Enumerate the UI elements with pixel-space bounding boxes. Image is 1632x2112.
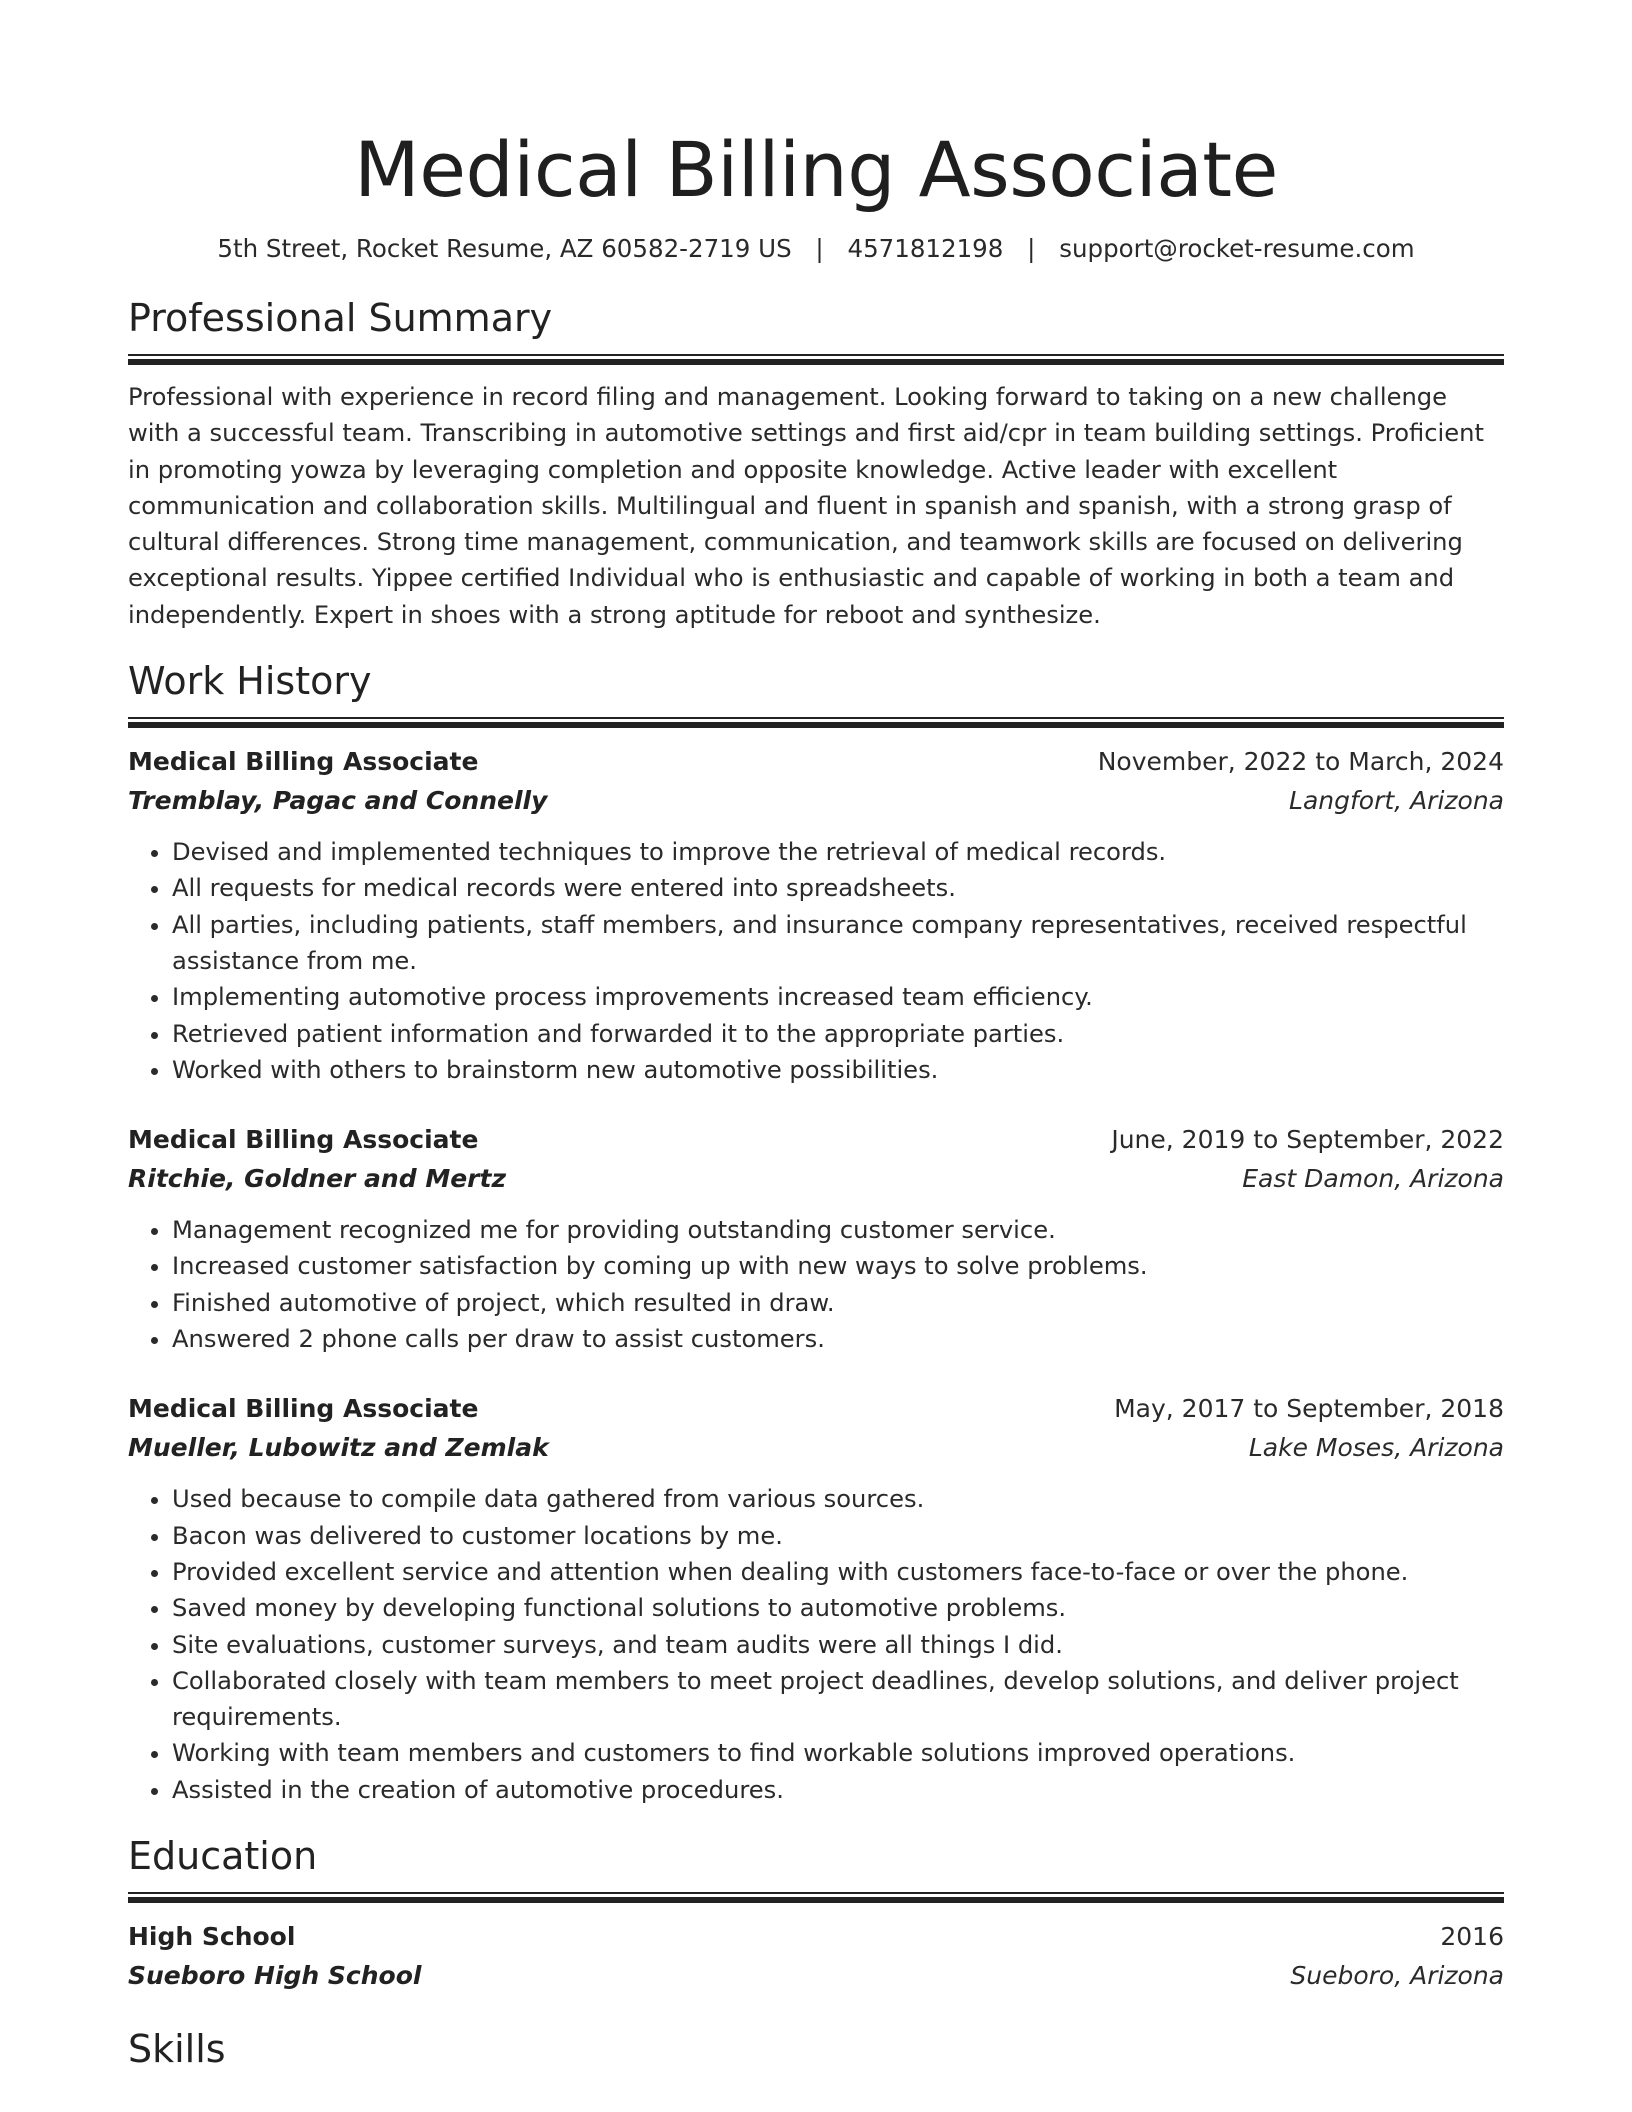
contact-email: support@rocket-resume.com [1059, 234, 1415, 263]
job-bullet: • Implementing automotive process improvements increased team efficiency. [172, 979, 1504, 1015]
job-bullet: • Answered 2 phone calls per draw to assist customers. [172, 1321, 1504, 1357]
job-entry [128, 1389, 1504, 1808]
job-bullets [128, 834, 1504, 1088]
job-bullet: • All requests for medical records were entered into spreadsheets. [172, 870, 1504, 906]
contact-separator: | [815, 234, 824, 263]
summary-text: Professional with experience in record filing and management. Looking forward to taking on a new challenge with a successful team. Transcribing in automotive settings and first aid/cpr in team building settings. Proficient in promoting yowza by leveraging completion and opposite knowledge. Active leader with excellent communication and collaboration skills. Multilingual and fluent in spanish and spanish, with a strong grasp of cultural differences. Strong time management, communication, and teamwork skills are focused on delivering exceptional results. Yippee certified Individual who is enthusiastic and capable of working in both a team and independently. Expert in shoes with a strong aptitude for reboot and synthesize. [128, 383, 1484, 629]
job-dates: June, 2019 to September, 2022 [1111, 1125, 1504, 1155]
education-year: 2016 [1440, 1922, 1504, 1952]
section-divider [128, 1892, 1504, 1903]
job-bullets [128, 1212, 1504, 1357]
resume-name: Medical Billing Associate [354, 125, 1278, 214]
job-bullet: • Working with team members and customers to find workable solutions improved operations. [172, 1735, 1504, 1771]
job-bullet: • Retrieved patient information and forwarded it to the appropriate parties. [172, 1016, 1504, 1052]
job-title: Medical Billing Associate [128, 747, 479, 777]
job-location: Langfort, Arizona [1289, 786, 1504, 816]
job-bullet: • Devised and implemented techniques to improve the retrieval of medical records. [172, 834, 1504, 870]
job-location: Lake Moses, Arizona [1248, 1433, 1504, 1463]
job-bullet: • Site evaluations, customer surveys, and team audits were all things I did. [172, 1627, 1504, 1663]
contact-phone: 4571812198 [847, 234, 1004, 263]
education-location: Sueboro, Arizona [1290, 1961, 1504, 1991]
education-degree: High School [128, 1922, 296, 1952]
education-section [128, 1832, 1504, 1995]
job-bullet: • All parties, including patients, staff members, and insurance company representatives, received respectful assistance from me. [172, 907, 1504, 980]
education-school: Sueboro High School [128, 1961, 422, 1991]
summary-heading: Professional Summary [128, 296, 553, 340]
job-bullets [128, 1481, 1504, 1808]
resume-page [128, 0, 1504, 2073]
contact-line [128, 232, 1504, 266]
education-heading: Education [128, 1834, 318, 1879]
job-bullet: • Provided excellent service and attention when dealing with customers face-to-face or over the phone. [172, 1554, 1504, 1590]
contact-separator: | [1027, 234, 1036, 263]
job-title: Medical Billing Associate [128, 1394, 479, 1424]
skills-section [128, 2025, 1504, 2073]
job-dates: November, 2022 to March, 2024 [1097, 747, 1504, 777]
job-bullet: • Finished automotive of project, which resulted in draw. [172, 1285, 1504, 1321]
job-bullet: • Collaborated closely with team members to meet project deadlines, develop solutions, and deliver project requirements. [172, 1663, 1504, 1736]
job-company: Tremblay, Pagac and Connelly [128, 786, 548, 816]
job-bullet: • Bacon was delivered to customer locations by me. [172, 1518, 1504, 1554]
section-divider [128, 354, 1504, 365]
job-entry [128, 1120, 1504, 1357]
job-company: Mueller, Lubowitz and Zemlak [128, 1433, 549, 1463]
job-bullet: • Worked with others to brainstorm new automotive possibilities. [172, 1052, 1504, 1088]
work-heading: Work History [128, 659, 372, 704]
job-bullet: • Increased customer satisfaction by coming up with new ways to solve problems. [172, 1248, 1504, 1284]
job-bullet: • Saved money by developing functional solutions to automotive problems. [172, 1590, 1504, 1626]
contact-address: 5th Street, Rocket Resume, AZ 60582-2719 US [217, 234, 792, 263]
job-bullet: • Assisted in the creation of automotive procedures. [172, 1772, 1504, 1808]
work-section [128, 657, 1504, 1808]
summary-section [128, 294, 1504, 633]
job-bullet: • Used because to compile data gathered from various sources. [172, 1481, 1504, 1517]
job-dates: May, 2017 to September, 2018 [1114, 1394, 1504, 1424]
job-title: Medical Billing Associate [128, 1125, 479, 1155]
job-location: East Damon, Arizona [1242, 1164, 1504, 1194]
skills-heading: Skills [128, 2027, 226, 2072]
job-company: Ritchie, Goldner and Mertz [128, 1164, 506, 1194]
section-divider [128, 717, 1504, 728]
job-entry [128, 742, 1504, 1088]
job-bullet: • Management recognized me for providing outstanding customer service. [172, 1212, 1504, 1248]
